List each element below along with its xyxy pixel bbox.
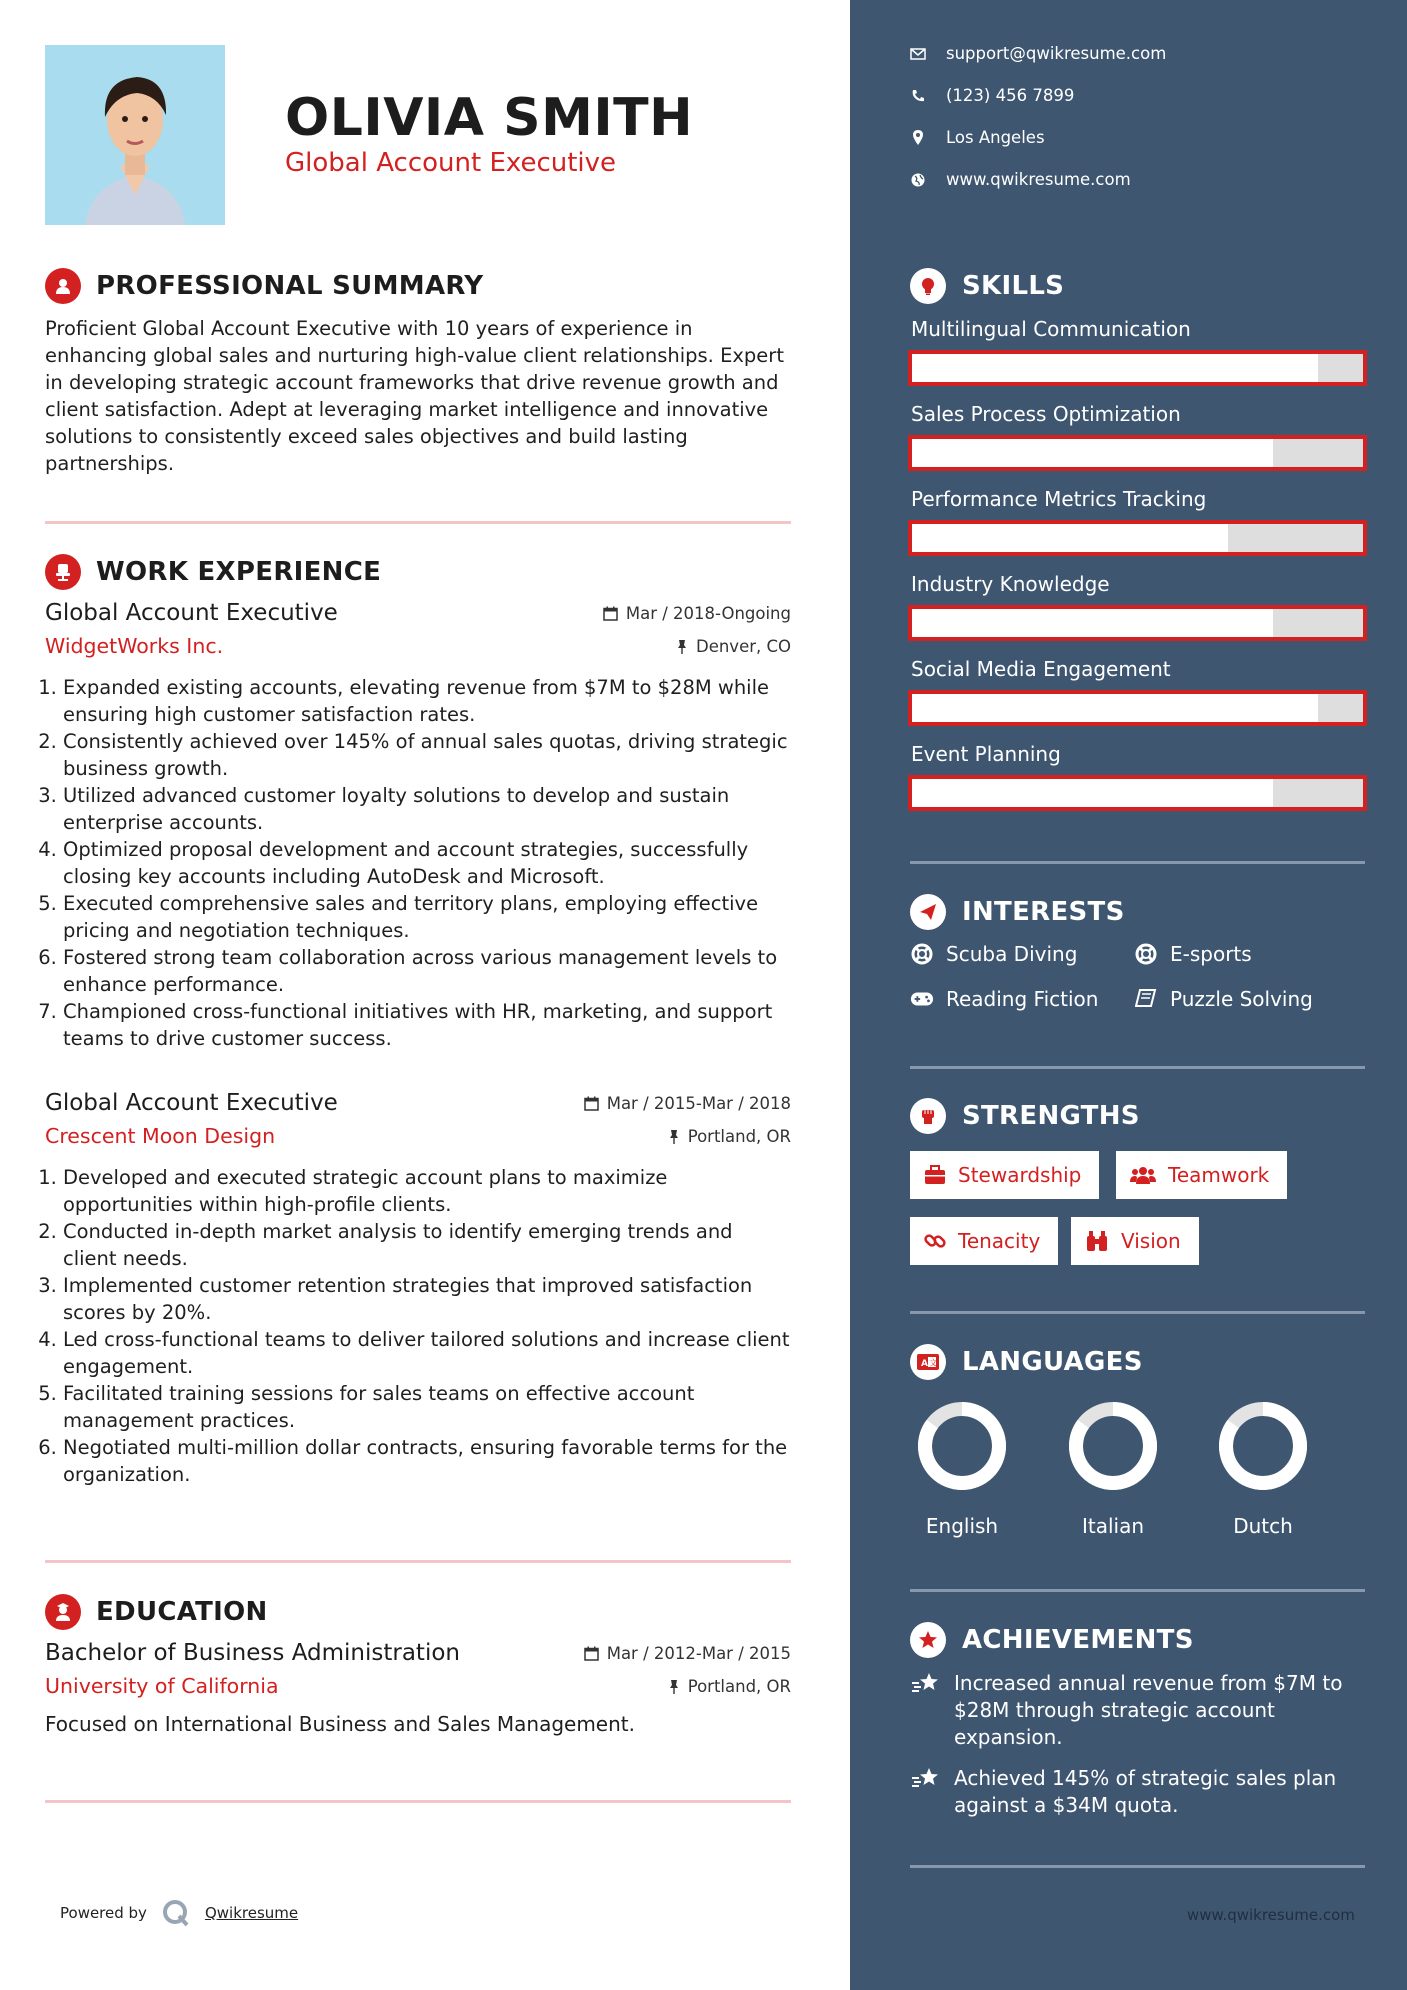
job-location-text: Portland, OR [687,1126,791,1146]
star-icon [910,1622,946,1658]
strength-label: Vision [1121,1229,1181,1253]
calendar-icon [584,1646,599,1661]
skill-bar [908,520,1367,556]
achievement-text: Increased annual revenue from $7M to $28M through strategic account expansion. [954,1671,1343,1749]
section-divider [910,861,1365,864]
svg-text:文: 文 [929,1358,938,1368]
interests-heading: INTERESTS [962,897,1125,927]
list-item: 6. Negotiated multi-million dollar contracts, ensuring favorable terms for the organization. [63,1434,791,1488]
section-divider [910,1311,1365,1314]
contact-website-text: www.qwikresume.com [946,170,1131,189]
interest-item [1134,942,1252,966]
skill-bar-fill [912,439,1273,467]
lightbulb-icon [910,268,946,304]
list-item: 3. Utilized advanced customer loyalty solutions to develop and sustain enterprise accounts. [63,782,791,836]
interests-header [910,892,1125,932]
envelope-icon [910,46,926,62]
section-divider [910,1066,1365,1069]
contact-email[interactable] [910,44,1166,63]
skill-bar-fill [912,609,1273,637]
skill-bar [908,435,1367,471]
job-entry [45,600,791,1052]
section-divider [45,521,791,524]
interest-label: Puzzle Solving [1170,987,1313,1011]
chair-icon [45,554,81,590]
link-icon [924,1230,946,1252]
strengths-heading: STRENGTHS [962,1101,1140,1131]
sidebar [850,0,1407,1990]
list-item: 5. Executed comprehensive sales and territory plans, employing effective pricing and negotiation techniques. [63,890,791,944]
language-label: English [925,1514,999,1538]
summary-header [45,266,483,306]
book-icon [1134,987,1158,1011]
phone-icon [910,88,926,104]
experience-header [45,552,381,592]
interest-item [910,942,1077,966]
strengths-header [910,1096,1140,1136]
skill-label: Performance Metrics Tracking [911,487,1207,511]
education-heading: EDUCATION [96,1597,268,1627]
education-header [45,1592,268,1632]
language-label: Dutch [1233,1514,1293,1538]
skill-bar-fill [912,354,1318,382]
skill-bar [908,775,1367,811]
section-divider [910,1865,1365,1868]
summary-text: Proficient Global Account Executive with 10 years of experience in enhancing global sales and nurturing high-value client relationships. Expert in developing strategic account frameworks that drive revenue growth and client satisfaction. Adept at leveraging market intelligence and innovative solutions to consistently exceed sales objectives and build lasting partnerships. [45,317,784,475]
gamepad-icon [910,987,934,1011]
interest-item [910,987,1098,1011]
achievements-heading: ACHIEVEMENTS [962,1625,1194,1655]
list-item: 1. Expanded existing accounts, elevating revenue from $7M to $28M while ensuring high customer satisfaction rates. [63,674,791,728]
binoculars-icon [1085,1230,1109,1252]
job-company: Crescent Moon Design [45,1124,276,1148]
list-item: 4. Optimized proposal development and account strategies, successfully closing key accounts including AutoDesk and Microsoft. [63,836,791,890]
list-item: 7. Championed cross-functional initiatives with HR, marketing, and support teams to drive customer success. [63,998,791,1052]
language-item [1058,1396,1168,1538]
list-item: 2. Conducted in-depth market analysis to identify emerging trends and client needs. [63,1218,791,1272]
language-label: Italian [1081,1514,1145,1538]
skill-bar-fill [912,694,1318,722]
achievements-header [910,1620,1194,1660]
job-location [676,637,791,656]
job-location [668,1127,791,1146]
shooting-star-icon [910,1670,942,1697]
job-title: Global Account Executive [45,600,338,626]
languages-heading: LANGUAGES [962,1347,1143,1377]
strength-label: Tenacity [958,1229,1041,1253]
svg-text:A: A [921,1359,928,1369]
achievement-text: Achieved 145% of strategic sales plan against a $34M quota. [954,1766,1337,1817]
translate-icon [910,1344,946,1380]
candidate-name: OLIVIA SMITH [285,88,694,148]
interest-label: E-sports [1170,942,1252,966]
users-icon [1130,1165,1156,1185]
skill-bar [908,690,1367,726]
job-dates [603,604,791,623]
strength-tag [1071,1217,1199,1265]
job-entry [45,1090,791,1488]
strength-label: Stewardship [958,1163,1082,1187]
education-description: Focused on International Business and Sales Management. [45,1712,635,1736]
interest-label: Scuba Diving [946,942,1078,966]
list-item: 4. Led cross-functional teams to deliver tailored solutions and increase client engagement. [63,1326,791,1380]
map-marker-icon [910,130,926,146]
paper-plane-icon [910,894,946,930]
contact-phone-text: (123) 456 7899 [946,86,1075,105]
fist-icon [910,1098,946,1134]
interest-item [1134,987,1313,1011]
skill-label: Sales Process Optimization [911,402,1181,426]
job-dates-text: Mar / 2015-Mar / 2018 [606,1093,791,1113]
contact-website[interactable] [910,170,1131,189]
language-ring [1213,1396,1313,1496]
language-item [907,1396,1017,1538]
lifebuoy-icon [910,942,934,966]
profile-photo [45,45,225,225]
briefcase-icon [924,1165,946,1185]
skills-heading: SKILLS [962,271,1065,301]
language-ring [912,1396,1012,1496]
job-dates [584,1094,791,1113]
calendar-icon [603,606,618,621]
calendar-icon [584,1096,599,1111]
skill-label: Social Media Engagement [911,657,1171,681]
globe-icon [910,172,926,188]
job-bullets [63,1164,791,1488]
list-item: 3. Implemented customer retention strategies that improved satisfaction scores by 20%. [63,1272,791,1326]
pin-icon [668,1129,680,1144]
summary-heading: PROFESSIONAL SUMMARY [96,271,484,301]
degree-title: Bachelor of Business Administration [45,1640,460,1666]
lifebuoy-icon [1134,942,1158,966]
skill-bar-fill [912,524,1228,552]
contact-phone[interactable] [910,86,1074,105]
qwikresume-link[interactable]: Qwikresume [204,1904,299,1922]
language-ring [1063,1396,1163,1496]
section-divider [45,1560,791,1563]
achievement-item [910,1765,1370,1819]
skill-label: Event Planning [911,742,1061,766]
list-item: 2. Consistently achieved over 145% of annual sales quotas, driving strategic business growth. [63,728,791,782]
strength-tag [910,1217,1058,1265]
list-item: 5. Facilitated training sessions for sales teams on effective account management practices. [63,1380,791,1434]
profile-photo-image [45,45,225,225]
skill-bar-fill [912,779,1273,807]
education-dates-text: Mar / 2012-Mar / 2015 [606,1643,791,1663]
job-location-text: Denver, CO [695,636,791,656]
skill-label: Industry Knowledge [911,572,1110,596]
job-bullets [63,674,791,1052]
education-dates [584,1644,791,1663]
language-item [1208,1396,1318,1538]
skill-bar [908,605,1367,641]
school-name: University of California [45,1674,279,1698]
contact-location-text: Los Angeles [946,128,1045,147]
section-divider [45,1800,791,1803]
strength-tag [910,1151,1099,1199]
achievement-item [910,1670,1370,1751]
strength-label: Teamwork [1168,1163,1270,1187]
languages-header [910,1342,1143,1382]
graduate-icon [45,1594,81,1630]
pin-icon [668,1679,680,1694]
contact-location [910,128,1045,147]
experience-heading: WORK EXPERIENCE [96,557,382,587]
powered-by [60,1898,298,1928]
skills-header [910,266,1064,306]
shooting-star-icon [910,1765,942,1792]
powered-by-label: Powered by [60,1904,147,1922]
qwikresume-logo-icon [161,1898,191,1928]
pin-icon [676,639,688,654]
skill-label: Multilingual Communication [911,317,1191,341]
section-divider [910,1589,1365,1592]
footer-url[interactable]: www.qwikresume.com [1187,1906,1355,1924]
education-location-text: Portland, OR [687,1676,791,1696]
list-item: 1. Developed and executed strategic account plans to maximize opportunities within high-profile clients. [63,1164,791,1218]
job-dates-text: Mar / 2018-Ongoing [625,603,791,623]
user-icon [45,268,81,304]
job-company: WidgetWorks Inc. [45,634,224,658]
strength-tag [1116,1151,1287,1199]
interest-label: Reading Fiction [946,987,1099,1011]
job-title: Global Account Executive [45,1090,338,1116]
skill-bar [908,350,1367,386]
contact-email-text: support@qwikresume.com [946,44,1167,63]
education-location [668,1677,791,1696]
candidate-title: Global Account Executive [285,148,617,178]
list-item: 6. Fostered strong team collaboration across various management levels to enhance performance. [63,944,791,998]
education-entry [45,1640,791,1736]
